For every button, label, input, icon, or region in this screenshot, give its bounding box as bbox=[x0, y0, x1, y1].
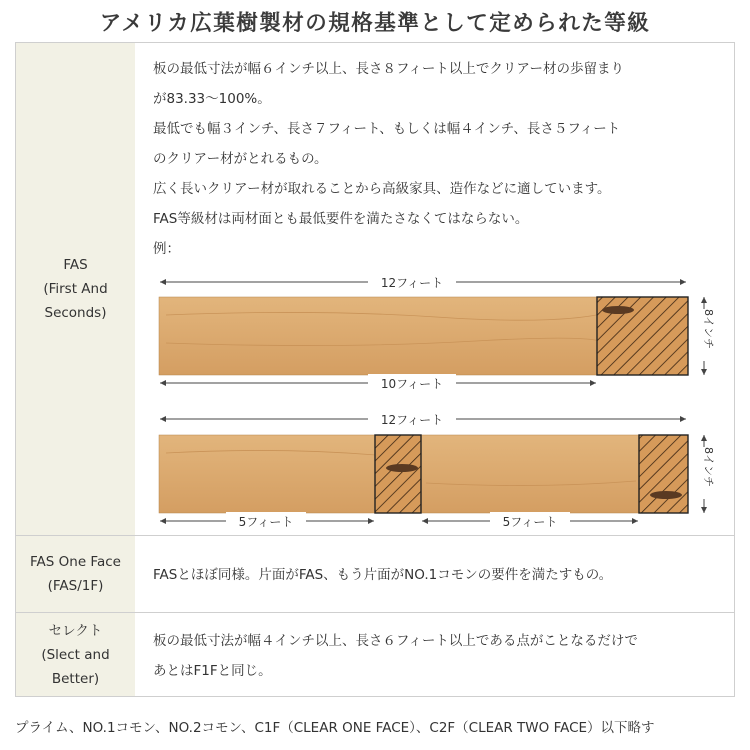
description-line: が83.33〜100%。 bbox=[153, 91, 271, 107]
description-line: FASとほぼ同様。片面がFAS、もう片面がNO.1コモンの要件を満たすもの。 bbox=[153, 567, 613, 583]
board1-width-label: 8インチ bbox=[702, 309, 715, 349]
grade-name: FAS bbox=[63, 257, 88, 273]
example-label: 例： bbox=[153, 241, 180, 257]
board2-defect-area-end bbox=[639, 435, 688, 513]
knot bbox=[386, 464, 418, 472]
knot bbox=[602, 306, 634, 314]
arrow-head bbox=[680, 279, 686, 285]
page-title: アメリカ広葉樹製材の規格基準として定められた等級 bbox=[99, 11, 651, 36]
description-line: 最低でも幅３インチ、長さ７フィート、もしくは幅４インチ、長さ５フィート bbox=[153, 121, 621, 137]
arrow-head bbox=[422, 518, 428, 524]
grade-label-select bbox=[16, 613, 135, 696]
description-line: FAS等級材は両材面とも最低要件を満たさなくてはならない。 bbox=[153, 211, 529, 227]
arrow-head bbox=[701, 297, 707, 303]
arrow-head bbox=[701, 435, 707, 441]
grade-name-sub: (FAS/1F) bbox=[47, 578, 104, 594]
arrow-head bbox=[590, 380, 596, 386]
grade-name-sub: (Slect and bbox=[41, 646, 110, 663]
arrow-head bbox=[701, 507, 707, 513]
description-line: のクリアー材がとれるもの。 bbox=[153, 151, 328, 167]
description-line: 板の最低寸法が幅６インチ以上、長さ８フィート以上でクリアー材の歩留まり bbox=[153, 61, 625, 77]
board1-length-label: 12フィート bbox=[380, 276, 444, 290]
grade-name-sub: (First And bbox=[43, 281, 108, 297]
board2-clear-left-label: 5フィート bbox=[238, 515, 294, 529]
grade-name-sub: Seconds) bbox=[44, 305, 107, 321]
board1-clear-label: 10フィート bbox=[380, 377, 444, 391]
board2-length-label: 12フィート bbox=[380, 413, 444, 427]
arrow-head bbox=[160, 518, 166, 524]
description-line: あとはF1Fと同じ。 bbox=[153, 663, 272, 679]
grade-row-select bbox=[16, 613, 734, 696]
footnote: プライム、NO.1コモン、NO.2コモン、C1F（CLEAR ONE FACE）、C2F（CLEAR TWO FACE）以下略す bbox=[15, 720, 655, 736]
grade-row-fas-one-face bbox=[16, 536, 734, 613]
arrow-head bbox=[368, 518, 374, 524]
grade-label-fas-one-face bbox=[16, 536, 135, 612]
arrow-head bbox=[632, 518, 638, 524]
arrow-head bbox=[160, 279, 166, 285]
board2-width-label: 8インチ bbox=[702, 447, 715, 487]
knot bbox=[650, 491, 682, 499]
arrow-head bbox=[160, 380, 166, 386]
grade-table bbox=[15, 42, 735, 697]
arrow-head bbox=[680, 416, 686, 422]
grade-name: セレクト bbox=[48, 622, 103, 639]
board2-defect-area-middle bbox=[375, 435, 421, 513]
arrow-head bbox=[160, 416, 166, 422]
board-1 bbox=[159, 273, 715, 392]
grade-name: FAS One Face bbox=[30, 554, 121, 570]
description-line: 広く長いクリアー材が取れることから高級家具、造作などに適しています。 bbox=[153, 181, 611, 197]
description-line: 板の最低寸法が幅４インチ以上、長さ６フィート以上である点がことなるだけで bbox=[153, 633, 638, 649]
board2-clear-right-label: 5フィート bbox=[502, 515, 558, 529]
board-2 bbox=[159, 410, 715, 530]
arrow-head bbox=[701, 369, 707, 375]
fas-board-diagram bbox=[16, 43, 734, 536]
grade-row-fas bbox=[16, 43, 734, 536]
grade-name-sub: Better) bbox=[51, 670, 100, 687]
board2-wood bbox=[159, 435, 688, 513]
